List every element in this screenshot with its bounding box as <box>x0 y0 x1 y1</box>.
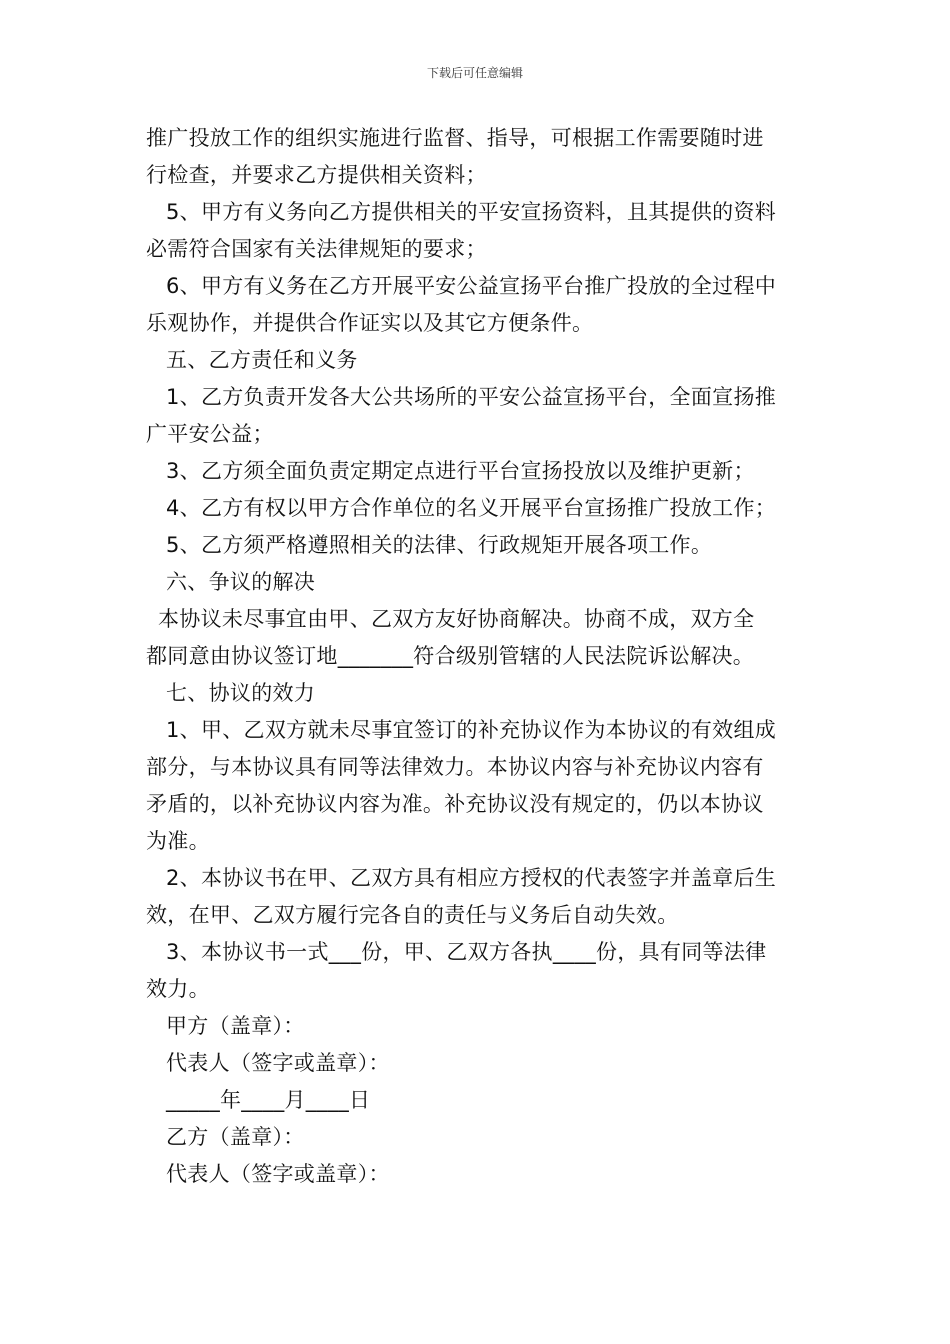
party-b-seal: 乙方（盖章）： <box>166 1125 305 1149</box>
clause-1-line: 1、乙方负责开发各大公共场所的平安公益宣扬平台，全面宣扬推 <box>166 385 777 409</box>
party-a-seal: 甲方（盖章）： <box>166 1014 305 1038</box>
clause-4-line: 4、乙方有权以甲方合作单位的名义开展平台宣扬推广投放工作； <box>166 496 777 520</box>
effect-clause-1-line: 矛盾的，以补充协议内容为准。补充协议没有规定的，仍以本协议 <box>146 792 764 816</box>
clause-5-line: 5、乙方须严格遵照相关的法律、行政规矩开展各项工作。 <box>166 533 713 557</box>
section-heading-7: 七、协议的效力 <box>166 681 316 705</box>
paragraph-line: 行检查，并要求乙方提供相关资料； <box>146 163 487 187</box>
effect-clause-2-line: 效，在甲、乙双方履行完各自的责任与义务后自动失效。 <box>146 903 679 927</box>
page-header: 下载后可任意编辑 <box>426 66 523 80</box>
section-heading-5: 五、乙方责任和义务 <box>166 348 358 372</box>
clause-6-line: 6、甲方有义务在乙方开展平安公益宣扬平台推广投放的全过程中 <box>166 274 777 298</box>
clause-5-line: 必需符合国家有关法律规矩的要求； <box>146 237 487 261</box>
party-b-representative: 代表人（签字或盖章）： <box>166 1162 390 1186</box>
dispute-paragraph-line: 都同意由协议签订地_______符合级别管辖的人民法院诉讼解决。 <box>146 644 755 668</box>
effect-clause-1-line: 1、甲、乙双方就未尽事宜签订的补充协议作为本协议的有效组成 <box>166 718 777 742</box>
effect-clause-2-line: 2、本协议书在甲、乙双方具有相应方授权的代表签字并盖章后生 <box>166 866 777 890</box>
clause-1-line: 广平安公益； <box>146 422 274 446</box>
effect-clause-3-line: 3、本协议书一式___份，甲、乙双方各执____份，具有同等法律 <box>166 940 767 964</box>
effect-clause-1-line: 部分，与本协议具有同等法律效力。本协议内容与补充协议内容有 <box>146 755 764 779</box>
clause-3-line: 3、乙方须全面负责定期定点进行平台宣扬投放以及维护更新； <box>166 459 755 483</box>
clause-5-line: 5、甲方有义务向乙方提供相关的平安宣扬资料，且其提供的资料 <box>166 200 777 224</box>
effect-clause-1-line: 为准。 <box>146 829 210 853</box>
document-body <box>146 120 814 1193</box>
effect-clause-3-line: 效力。 <box>146 977 210 1001</box>
paragraph-line: 推广投放工作的组织实施进行监督、指导，可根据工作需要随时进 <box>146 126 764 150</box>
clause-6-line: 乐观协作，并提供合作证实以及其它方便条件。 <box>146 311 594 335</box>
date-line: _____年____月____日 <box>166 1088 371 1112</box>
dispute-paragraph-line: 本协议未尽事宜由甲、乙双方友好协商解决。协商不成，双方全 <box>158 607 755 631</box>
section-heading-6: 六、争议的解决 <box>166 570 316 594</box>
party-a-representative: 代表人（签字或盖章）： <box>166 1051 390 1075</box>
